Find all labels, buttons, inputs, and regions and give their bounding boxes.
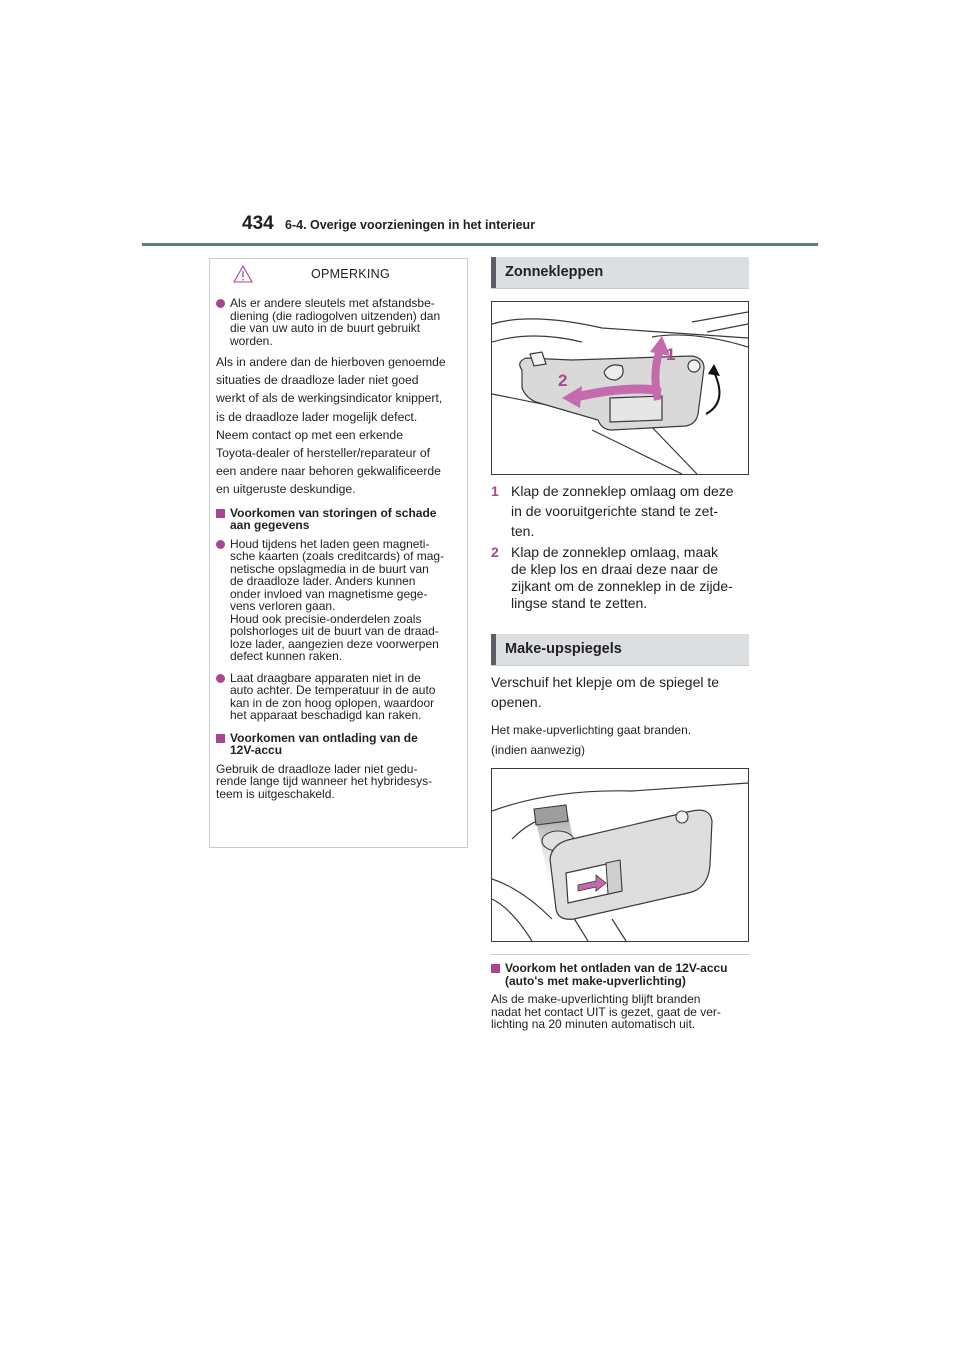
note-title: OPMERKING	[310, 267, 391, 281]
note-header	[216, 259, 461, 297]
header-rule	[142, 243, 818, 246]
bullet-dot-icon	[216, 674, 225, 683]
subsection-title: Voorkomen van ontlading van de 12V-accu	[230, 730, 418, 758]
note-bullet	[216, 297, 461, 347]
subsection-title: Voorkomen van storingen of schade aan gegevens	[230, 505, 437, 533]
note-bullet-text: Als er andere sleutels met afstandsbe- diening (die radiogolven uitzenden) dan die van uw auto in de buurt gebruikt worden.	[230, 296, 441, 348]
heading-rule	[491, 288, 749, 289]
note-box	[209, 258, 468, 848]
step-text: Klap de zonneklep omlaag om deze in de vooruitgerichte stand te zet- ten.	[511, 483, 734, 539]
bullet-dot-icon	[216, 299, 225, 308]
section-rule	[491, 954, 749, 955]
note-bullet-text: Houd tijdens het laden geen magneti- sche kaarten (zoals creditcards) of mag- netische opslagmedia in de buurt van de draadloze lader. Anders kunnen onder invloed van magnetisme gege- vens verloren gaan. Houd ook precisie-onderdelen zoals polshorloges uit de buurt van de draad- loze lader, aangezien deze voorwerpen defect kunnen raken.	[230, 536, 445, 664]
note-paragraph: Als in andere dan de hierboven genoemde situaties de draadloze lader niet goed werkt of als de werkingsindicator knippert, is de draadloze lader mogelijk defect. Neem contact op met een erkende Toyota-dealer of hersteller/reparateur of een andere naar behoren gekwalificeerde en uitgeruste deskundige.	[216, 355, 446, 497]
vanity-mirror-drawing	[492, 769, 748, 941]
note-subsection-2	[216, 732, 461, 757]
sun-visor-illustration	[491, 301, 749, 475]
callout-2: 2	[558, 371, 568, 390]
callout-1: 1	[666, 345, 676, 364]
sun-visor-drawing	[492, 302, 748, 474]
step-2	[491, 544, 749, 612]
note-subsection-1	[216, 507, 461, 532]
step-text: Klap de zonneklep omlaag, maak de klep los en draai deze naar de zijkant om de zonneklep in de zijde- lingse stand te zetten.	[511, 544, 733, 611]
step-1	[491, 481, 749, 541]
step-number: 1	[491, 483, 499, 499]
subsection-text: Gebruik de draadloze lader niet gedu- rende lange tijd wanneer het hybridesys- teem is uitgeschakeld.	[216, 761, 433, 801]
square-bullet-icon	[216, 509, 225, 518]
step-number: 2	[491, 544, 499, 560]
note-bullet	[216, 672, 461, 722]
heading-rule	[491, 665, 749, 666]
make-up-note: Het make-upverlichting gaat branden. (indien aanwezig)	[491, 723, 692, 757]
page-number: 434	[242, 213, 274, 234]
heading-make-upspiegels: Make-upspiegels	[491, 634, 749, 665]
make-up-body: Verschuif het klepje om de spiegel te openen.	[491, 674, 720, 710]
square-bullet-icon	[216, 734, 225, 743]
note-bullet	[216, 538, 461, 663]
heading-zonnekleppen: Zonnekleppen	[491, 257, 749, 288]
warning-triangle-icon	[233, 265, 253, 283]
bullet-dot-icon	[216, 540, 225, 549]
make-up-subsection-text: Als de make-upverlichting blijft branden nadat het contact UIT is gezet, gaat de ver- lichting na 20 minuten automatisch uit.	[491, 992, 721, 1031]
make-up-subsection-title: Voorkom het ontladen van de 12V-accu (auto's met make-upverlichting)	[491, 962, 749, 987]
section-title: 6-4. Overige voorzieningen in het interieur	[285, 218, 536, 232]
square-bullet-icon	[491, 964, 500, 973]
vanity-mirror-illustration	[491, 768, 749, 942]
make-up-subsection	[491, 962, 749, 1031]
note-bullet-text: Laat draagbare apparaten niet in de auto achter. De temperatuur in de auto kan in de zon hoog oplopen, waardoor het apparaat beschadigd kan raken.	[230, 670, 436, 723]
